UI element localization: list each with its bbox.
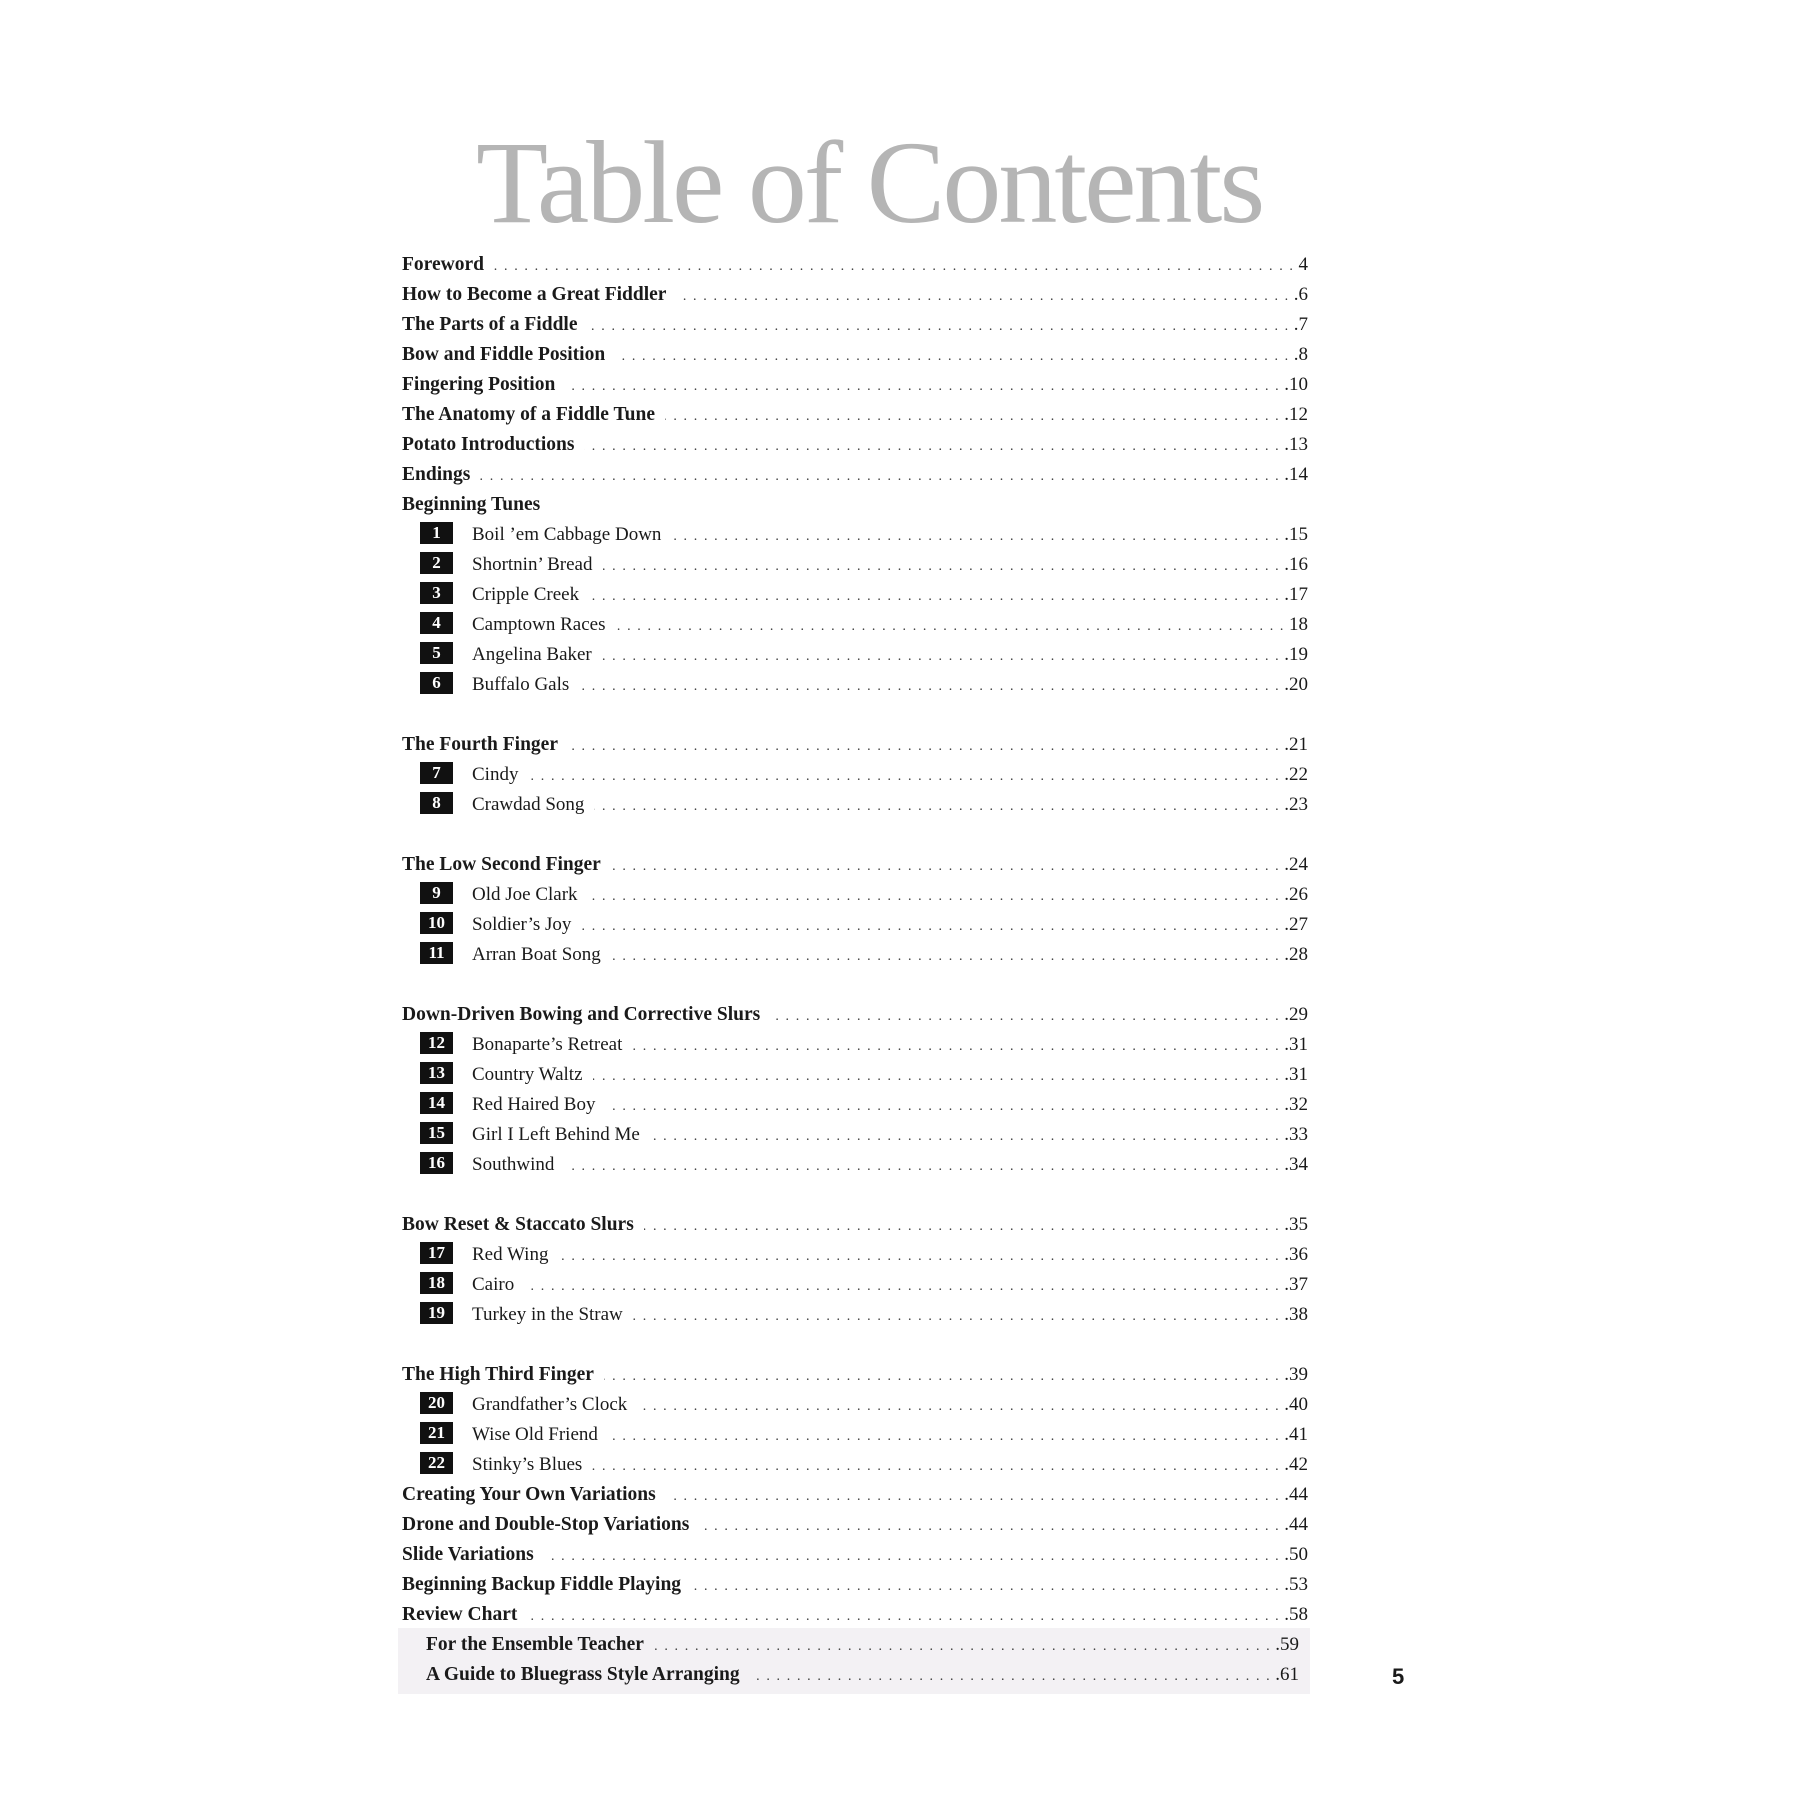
dot-leader: [564, 1162, 1280, 1172]
toc-section-entry: [402, 1356, 1308, 1386]
toc-entry-label: Wise Old Friend: [472, 1424, 598, 1445]
toc-section-entry: [402, 366, 1308, 396]
dot-leader: [568, 742, 1280, 752]
toc-entry-label: Southwind: [472, 1154, 555, 1175]
toc-entry-label: Endings: [402, 464, 471, 485]
dot-leader: [589, 592, 1280, 602]
toc-entry-label: Stinky’s Blues: [472, 1454, 583, 1475]
toc-page-number: .26: [1284, 884, 1308, 905]
toc-page-number: .22: [1284, 764, 1308, 785]
toc-page-number: .36: [1284, 1244, 1308, 1265]
dot-leader: [611, 952, 1280, 962]
toc-page-number: .23: [1284, 794, 1308, 815]
tune-number-badge: 21: [420, 1422, 453, 1444]
dot-leader: [665, 412, 1280, 422]
toc-page-number: .32: [1284, 1094, 1308, 1115]
toc-tune-entry: [402, 906, 1308, 936]
toc-section-entry: [402, 1536, 1308, 1566]
toc-entry-label: Review Chart: [402, 1604, 518, 1625]
toc-tune-entry: [402, 576, 1308, 606]
dot-leader: [528, 772, 1280, 782]
toc-entry-label: Shortnin’ Bread: [472, 554, 593, 575]
toc-page-number: .6: [1293, 284, 1308, 305]
toc-entry-label: Fingering Position: [402, 374, 556, 395]
toc-tune-entry: [402, 516, 1308, 546]
toc-entry-label: The Fourth Finger: [402, 734, 558, 755]
toc-page-number: .29: [1284, 1004, 1308, 1025]
dot-leader: [611, 862, 1280, 872]
dot-leader: [615, 352, 1290, 362]
toc-page-number: .20: [1284, 674, 1308, 695]
toc-page-number: .12: [1284, 404, 1308, 425]
toc-tune-entry: [402, 936, 1308, 966]
toc-section-entry: [402, 306, 1308, 336]
tune-number-badge: 2: [420, 552, 453, 574]
tune-number-badge: 14: [420, 1092, 453, 1114]
toc-entry-label: Grandfather’s Clock: [472, 1394, 628, 1415]
toc-page-number: .13: [1284, 434, 1308, 455]
toc-page-number: .41: [1284, 1424, 1308, 1445]
toc-page-number: .24: [1284, 854, 1308, 875]
tune-number-badge: 17: [420, 1242, 453, 1264]
dot-leader: [666, 1492, 1281, 1502]
toc-entry-label: Camptown Races: [472, 614, 606, 635]
toc-page-number: 18: [1289, 614, 1308, 635]
dot-leader: [593, 1072, 1281, 1082]
tune-number-badge: 18: [420, 1272, 453, 1294]
toc-page-number: .40: [1284, 1394, 1308, 1415]
tune-number-badge: 20: [420, 1392, 453, 1414]
toc-entry-label: Bow Reset & Staccato Slurs: [402, 1214, 634, 1235]
dot-leader: [524, 1282, 1280, 1292]
toc-tune-entry: [402, 1386, 1308, 1416]
toc-page-number: .58: [1284, 1604, 1308, 1625]
tune-number-badge: 6: [420, 672, 453, 694]
toc-tune-entry: [402, 1446, 1308, 1476]
toc-entry-label: Down-Driven Bowing and Corrective Slurs: [402, 1004, 761, 1025]
toc-entry-label: Buffalo Gals: [472, 674, 570, 695]
tune-number-badge: 16: [420, 1152, 453, 1174]
tune-number-badge: 3: [420, 582, 453, 604]
toc-entry-label: Creating Your Own Variations: [402, 1484, 656, 1505]
tune-number-badge: 1: [420, 522, 453, 544]
toc-entry-label: Drone and Double-Stop Variations: [402, 1514, 690, 1535]
page-title: Table of Contents: [476, 117, 1263, 248]
dot-leader: [480, 472, 1280, 482]
toc-tune-entry: [402, 606, 1308, 636]
toc-entry-label: Girl I Left Behind Me: [472, 1124, 640, 1145]
dot-leader: [608, 1432, 1280, 1442]
toc-entry-label: Country Waltz: [472, 1064, 583, 1085]
dot-leader: [579, 682, 1280, 692]
toc-page-number: .8: [1293, 344, 1308, 365]
toc-page-number: .53: [1284, 1574, 1308, 1595]
toc-entry-label: How to Become a Great Fiddler: [402, 284, 667, 305]
toc-entry-label: A Guide to Bluegrass Style Arranging: [426, 1664, 740, 1685]
toc-section-entry: [402, 426, 1308, 456]
toc-tune-entry: [402, 786, 1308, 816]
toc-section-entry: [402, 996, 1308, 1026]
tune-number-badge: 19: [420, 1302, 453, 1324]
toc-tune-entry: [402, 1056, 1308, 1086]
toc-entry-label: For the Ensemble Teacher: [426, 1634, 644, 1655]
toc-section-entry: [426, 1626, 1299, 1656]
tune-number-badge: 12: [420, 1032, 453, 1054]
dot-leader: [644, 1222, 1280, 1232]
toc-page-number: .61: [1275, 1664, 1299, 1685]
toc-entry-label: Potato Introductions: [402, 434, 575, 455]
toc-section-entry: [402, 1566, 1308, 1596]
toc-page-number: .31: [1284, 1064, 1308, 1085]
toc-section-entry: [402, 246, 1308, 276]
dot-leader: [605, 1102, 1280, 1112]
toc-page-number: .28: [1284, 944, 1308, 965]
toc-tune-entry: [402, 1416, 1308, 1446]
toc-page-number: .31: [1284, 1034, 1308, 1055]
toc-section-entry: [402, 846, 1308, 876]
toc-page-number: .42: [1284, 1454, 1308, 1475]
toc-page-number: .39: [1284, 1364, 1308, 1385]
tune-number-badge: 5: [420, 642, 453, 664]
toc-page-number: .33: [1284, 1124, 1308, 1145]
tune-number-badge: 15: [420, 1122, 453, 1144]
toc-entry-label: Bonaparte’s Retreat: [472, 1034, 623, 1055]
toc-page-number: .17: [1284, 584, 1308, 605]
dot-leader: [750, 1672, 1272, 1682]
toc-section-entry: [402, 336, 1308, 366]
dot-leader: [770, 1012, 1280, 1022]
toc-tune-entry: [402, 1146, 1308, 1176]
toc-section-entry: [402, 1596, 1308, 1626]
toc-section-entry: [402, 1206, 1308, 1236]
toc-page-number: .21: [1284, 734, 1308, 755]
toc-entry-label: Boil ’em Cabbage Down: [472, 524, 662, 545]
toc-page-number: .19: [1284, 644, 1308, 665]
dot-leader: [603, 562, 1281, 572]
toc-tune-entry: [402, 636, 1308, 666]
toc-entry-label: Old Joe Clark: [472, 884, 578, 905]
toc-page-number: .38: [1284, 1304, 1308, 1325]
toc-section-entry: [402, 276, 1308, 306]
toc-entry-label: Beginning Backup Fiddle Playing: [402, 1574, 682, 1595]
dot-leader: [584, 442, 1280, 452]
dot-leader: [544, 1552, 1281, 1562]
toc-tune-entry: [402, 1296, 1308, 1326]
toc-tune-entry: [402, 1086, 1308, 1116]
tune-number-badge: 10: [420, 912, 453, 934]
dot-leader: [588, 322, 1290, 332]
toc-page-number: .35: [1284, 1214, 1308, 1235]
toc-section-entry: [402, 486, 1308, 516]
toc-page-number: .50: [1284, 1544, 1308, 1565]
dot-leader: [594, 802, 1280, 812]
tune-number-badge: 4: [420, 612, 453, 634]
toc-section-entry: [402, 726, 1308, 756]
toc-entry-label: Crawdad Song: [472, 794, 585, 815]
toc-entry-label: Turkey in the Straw: [472, 1304, 623, 1325]
toc-page-number: .59: [1275, 1634, 1299, 1655]
dot-leader: [558, 1252, 1280, 1262]
toc-entry-label: Cripple Creek: [472, 584, 580, 605]
toc-entry-label: Bow and Fiddle Position: [402, 344, 606, 365]
dot-leader: [527, 1612, 1280, 1622]
toc-entry-label: Angelina Baker: [472, 644, 592, 665]
toc-page-number: .16: [1284, 554, 1308, 575]
toc-tune-entry: [402, 876, 1308, 906]
dot-leader: [699, 1522, 1280, 1532]
tune-number-badge: 9: [420, 882, 453, 904]
toc-page-number: .34: [1284, 1154, 1308, 1175]
tune-number-badge: 22: [420, 1452, 453, 1474]
toc-entry-label: Foreword: [402, 254, 484, 275]
toc-tune-entry: [402, 1266, 1308, 1296]
toc-tune-entry: [402, 1116, 1308, 1146]
dot-leader: [633, 1312, 1280, 1322]
dot-leader: [671, 532, 1280, 542]
toc-entry-label: Cairo: [472, 1274, 515, 1295]
toc-tune-entry: [402, 1236, 1308, 1266]
toc-tune-entry: [402, 666, 1308, 696]
toc-entry-label: Red Wing: [472, 1244, 549, 1265]
toc-section-entry: [402, 1476, 1308, 1506]
dot-leader: [494, 262, 1295, 272]
toc-section-entry: [402, 456, 1308, 486]
toc-page-number: .15: [1284, 524, 1308, 545]
toc-page-number: .14: [1284, 464, 1308, 485]
toc-entry-label: The Parts of a Fiddle: [402, 314, 578, 335]
tune-number-badge: 13: [420, 1062, 453, 1084]
dot-leader: [588, 892, 1281, 902]
tune-number-badge: 7: [420, 762, 453, 784]
toc-entry-label: Cindy: [472, 764, 519, 785]
toc-page-number: .27: [1284, 914, 1308, 935]
toc-entry-label: Red Haired Boy: [472, 1094, 596, 1115]
dot-leader: [592, 1462, 1280, 1472]
dot-leader: [581, 922, 1280, 932]
toc-tune-entry: [402, 546, 1308, 576]
toc-section-entry: [402, 1506, 1308, 1536]
dot-leader: [632, 1042, 1280, 1052]
toc-section-entry: [402, 396, 1308, 426]
toc-page-number: 4: [1298, 254, 1308, 275]
toc-page-number: .37: [1284, 1274, 1308, 1295]
toc-entry-label: Slide Variations: [402, 1544, 534, 1565]
toc-page-number: .7: [1293, 314, 1308, 335]
toc-page-number: .44: [1284, 1514, 1308, 1535]
toc-tune-entry: [402, 1026, 1308, 1056]
dot-leader: [650, 1132, 1280, 1142]
dot-leader: [691, 1582, 1280, 1592]
page-number: 5: [1392, 1664, 1405, 1689]
toc-entry-label: Beginning Tunes: [402, 494, 541, 515]
dot-leader: [654, 1642, 1271, 1652]
toc-entry-label: Soldier’s Joy: [472, 914, 572, 935]
dot-leader: [604, 1372, 1280, 1382]
dot-leader: [676, 292, 1289, 302]
dot-leader: [637, 1402, 1280, 1412]
toc-entry-label: Arran Boat Song: [472, 944, 601, 965]
toc-section-entry: [426, 1656, 1299, 1686]
toc-entry-label: The Anatomy of a Fiddle Tune: [402, 404, 656, 425]
toc-tune-entry: [402, 756, 1308, 786]
dot-leader: [616, 622, 1285, 632]
tune-number-badge: 8: [420, 792, 453, 814]
toc-entry-label: The High Third Finger: [402, 1364, 594, 1385]
tune-number-badge: 11: [420, 942, 453, 964]
dot-leader: [602, 652, 1280, 662]
toc-page-number: .44: [1284, 1484, 1308, 1505]
dot-leader: [565, 382, 1280, 392]
toc-entry-label: The Low Second Finger: [402, 854, 601, 875]
toc-page-number: .10: [1284, 374, 1308, 395]
